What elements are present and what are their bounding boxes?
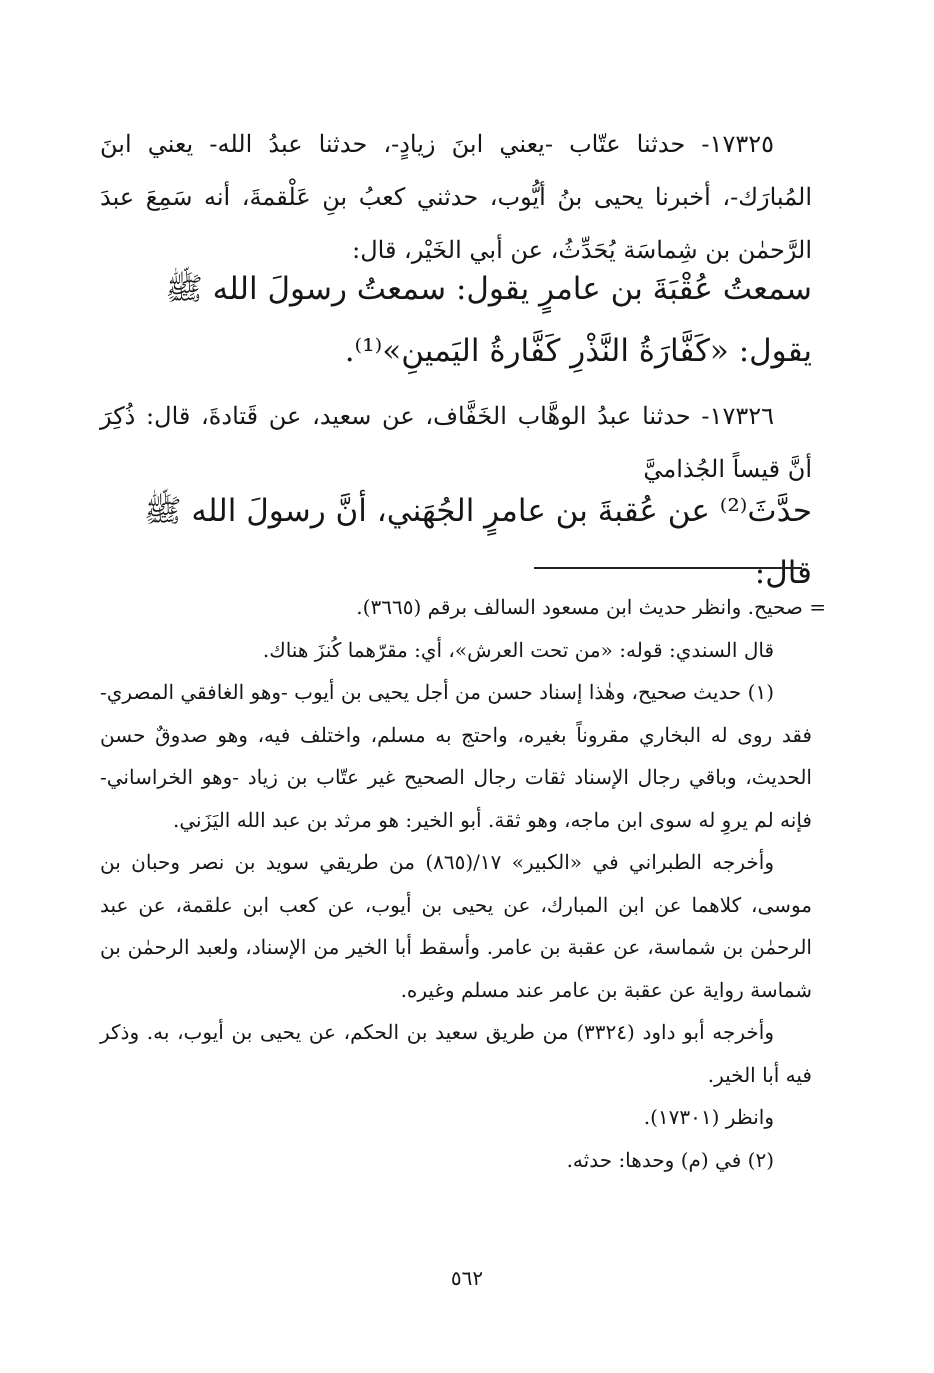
footnote-see-also: وانظر (١٧٣٠١). — [643, 1105, 774, 1129]
hadith-matn-text: سمعتُ عُقْبَةَ بن عامرٍ يقول: سمعتُ رسولَ الله ﷺ يقول: «كَفَّارَةُ النَّذْرِ كَفَّارةُ اليَمينِ»⁽¹⁾. — [165, 271, 812, 369]
hadith-matn-17325 — [100, 258, 812, 382]
footnote-2: (٢) في (م) وحدها: حدثه. — [566, 1147, 774, 1172]
footnotes — [100, 586, 826, 1181]
footnote-carry-over: = صحيح. وانظر حديث ابن مسعود السالف برقم (٣٦٦٥). — [356, 595, 826, 619]
page-number: ٥٦٢ — [450, 1266, 484, 1290]
footnote-sindi: قال السندي: قوله: «من تحت العرش»، أي: مقرّهما كُنزَ هناك. — [262, 637, 774, 662]
hadith-matn-text: حدَّثَ⁽²⁾ عن عُقبةَ بن عامرٍ الجُهَني، أنَّ رسولَ الله ﷺ قال: — [144, 493, 812, 591]
footnote-abu-dawud: وأخرجه أبو داود (٣٣٢٤) من طريق سعيد بن الحكم، عن يحيى بن أيوب، به. وذكر فيه أبا الخير. — [100, 1020, 812, 1087]
hadith-isnad-text: ١٧٣٢٥- حدثنا عتّاب -يعني ابنَ زيادٍ-، حدثنا عبدُ الله- يعني ابنَ المُبارَك-، أخبرنا يحيى بنُ أيُّوب، حدثني كعبُ بنِ عَلْقمةَ، أنه سَمِعَ عبدَ الرَّحمٰن بن شِماسَة يُحَدِّثُ، عن أبي الخَيْر، قال: — [100, 130, 812, 264]
hadith-isnad-17325 — [100, 118, 812, 277]
footnote-divider — [534, 567, 802, 569]
footnote-tabarani: وأخرجه الطبراني في «الكبير» ١٧/(٨٦٥) من طريقي سويد بن نصر وحبان بن موسى، كلاهما عن ابن المبارك، عن يحيى بن أيوب، عن كعب ابن علقمة، عن عبد الرحمٰن بن شماسة، عن عقبة بن عامر. وأسقط أبا الخير من الإسناد، ولعبد الرحمٰن بن شماسة رواية عن عقبة بن عامر عند مسلم وغيره. — [100, 850, 812, 1002]
footnote-1: (١) حديث صحيح، وهٰذا إسناد حسن من أجل يحيى بن أيوب -وهو الغافقي المصري- فقد روى له البخاري مقروناً بغيره، واحتج به مسلم، واختلف فيه، وهو صدوقٌ حسن الحديث، وباقي رجال الإسناد ثقات رجال الصحيح غير عتّاب بن زياد -وهو الخراساني- فإنه لم يروِ له سوى ابن ماجه، وهو ثقة. أبو الخير: هو مرثد بن عبد الله اليَزَني. — [100, 680, 812, 832]
hadith-isnad-text: ١٧٣٢٦- حدثنا عبدُ الوهَّاب الخَفَّاف، عن سعيد، عن قَتادةَ، قال: ذُكِرَ أنَّ قيساً الجُذاميَّ — [100, 402, 812, 483]
